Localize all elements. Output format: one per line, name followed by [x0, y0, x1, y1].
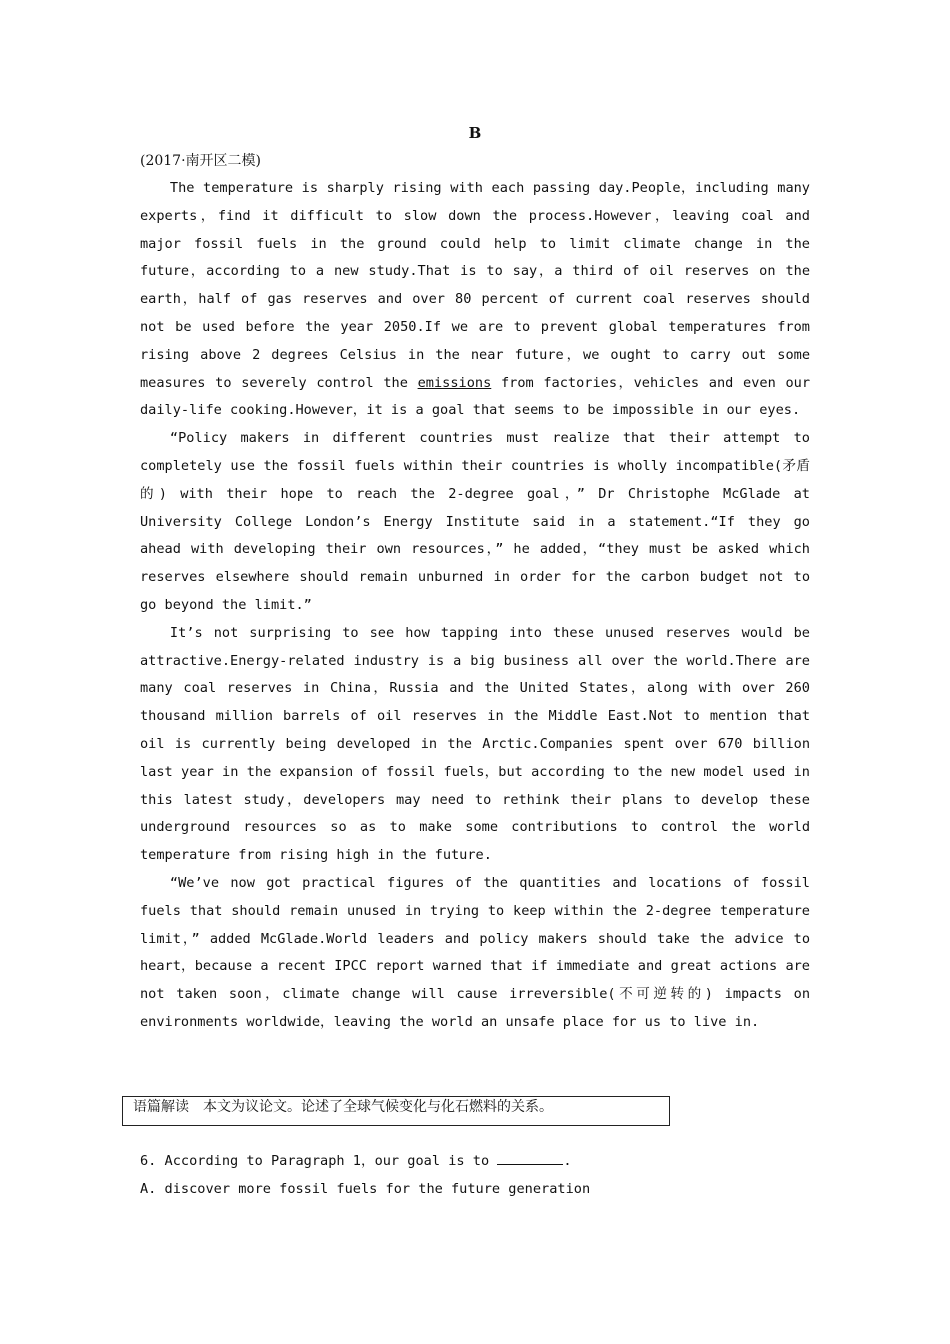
reading-passage — [140, 175, 810, 1037]
question-stem-end: . — [563, 1153, 572, 1169]
paragraph-1-text-end: from factories，vehicles and even our daily-life cooking.However，it is a goal that seems to be impossible in our eyes. — [140, 374, 810, 419]
passage-analysis-box — [122, 1096, 670, 1126]
source-label: (2017·南开区二模) — [140, 153, 262, 169]
question-stem-text: 6. According to Paragraph 1，our goal is to — [140, 1153, 498, 1169]
analysis-text: 本文为议论文。论述了全球气候变化与化石燃料的关系。 — [203, 1099, 553, 1115]
paragraph-4: “We’ve now got practical figures of the quantities and locations of fossil fuels that should remain unused in trying to keep within the 2-degree temperature limit，” added McGlade.World leaders and policy makers should take the advice to heart，because a recent IPCC report warned that if immediate and great actions are not taken soon，climate change will cause irreversible(不可逆转的) impacts on environments worldwide，leaving the world an unsafe place for us to live in. — [140, 874, 810, 1030]
question-6 — [140, 1148, 810, 1204]
analysis-label: 语篇解读 — [133, 1099, 189, 1115]
option-a: A. discover more fossil fuels for the future generation — [140, 1180, 591, 1197]
paragraph-3: It’s not surprising to see how tapping into these unused reserves would be attractive.Energy-related industry is a big business all over the world.There are many coal reserves in China，Russia and the United States，along with over 260 thousand million barrels of oil reserves in the Middle East.Not to mention that oil is currently being developed in the Arctic.Companies spent over 670 billion last year in the expansion of fossil fuels，but according to the new model used in this latest study，developers may need to rethink their plans to develop these underground resources so as to make some contributions to control the world temperature from rising high in the future. — [140, 624, 810, 864]
paragraph-1 — [140, 175, 810, 425]
section-title: B — [468, 124, 482, 142]
answer-blank — [497, 1150, 563, 1165]
paragraph-1-text-start: The temperature is sharply rising with each passing day.People，including many experts，find it difficult to slow down the process.However，leaving coal and major fossil fuels in the ground could help to limit climate change in the future，according to a new study.That is to say，a third of oil reserves on the earth，half of gas reserves and over 80 percent of current coal reserves should not be used before the year 2050.If we are to prevent global temperatures from rising above 2 degrees Celsius in the near future，we ought to carry out some measures to severely control the — [140, 180, 810, 391]
question-stem — [140, 1148, 810, 1176]
underlined-word: emissions — [417, 374, 492, 391]
paragraph-2: “Policy makers in different countries must realize that their attempt to completely use the fossil fuels within their countries is wholly incompatible(矛盾的) with their hope to reach the 2-degree goal，” Dr Christophe McGlade at University College London’s Energy Institute said in a statement.“If they go ahead with developing their own resources，” he added，“they must be asked which reserves elsewhere should remain unburned in order for the carbon budget not to go beyond the limit.” — [140, 430, 810, 613]
